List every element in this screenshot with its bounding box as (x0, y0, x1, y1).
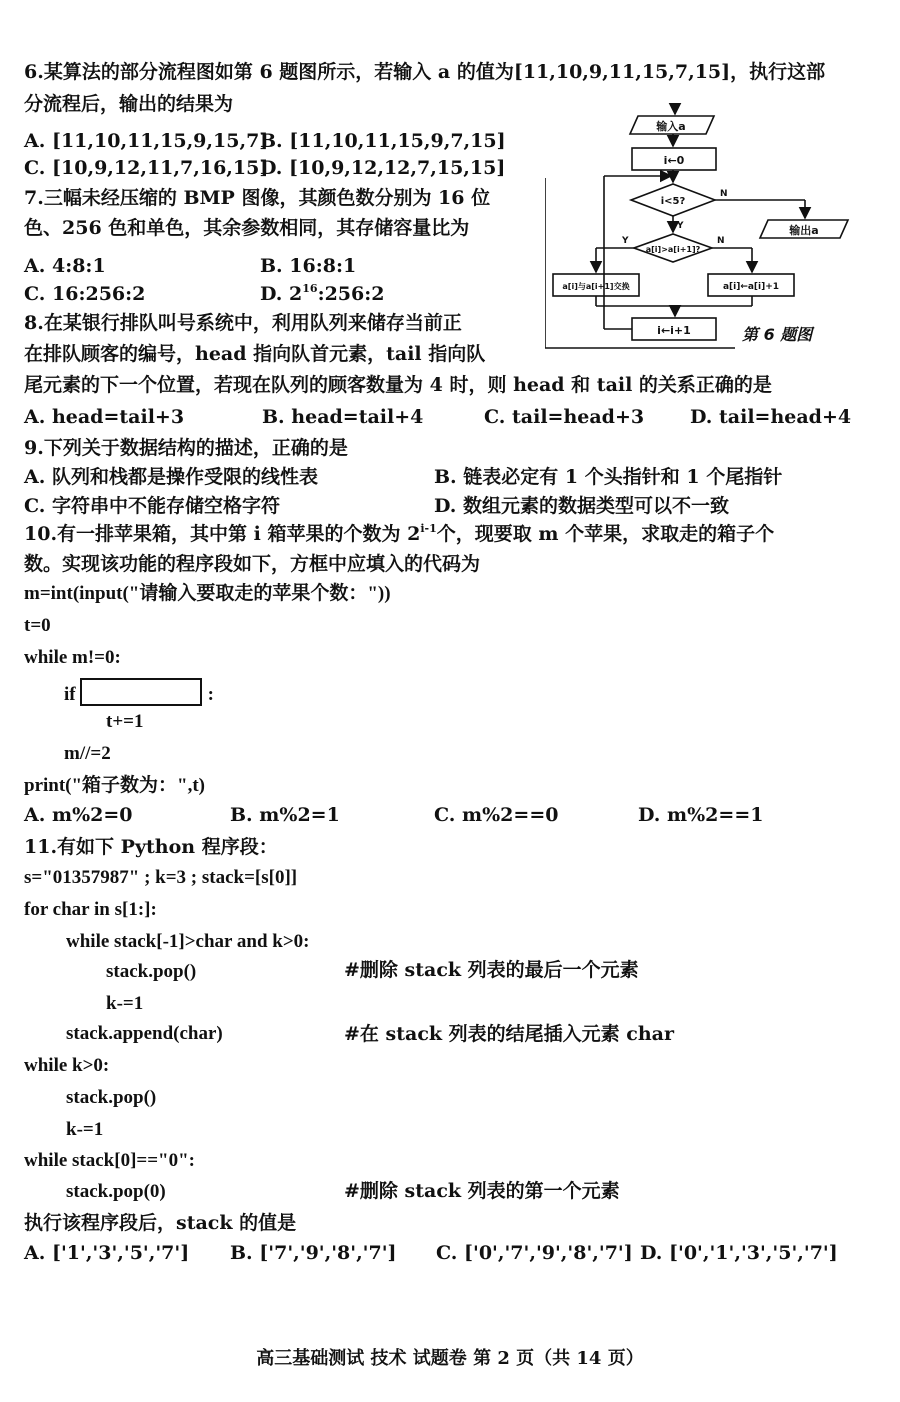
q8-option-a: A. head=tail+3 (24, 406, 185, 428)
q6-option-c: C. [10,9,12,11,7,16,15] (24, 157, 269, 179)
flowchart-compare-no: N (717, 236, 725, 246)
q10-option-c: C. m%2==0 (434, 804, 559, 826)
q11-option-d: D. ['0','1','3','5','7'] (640, 1242, 838, 1264)
flowchart-compare-yes: Y (622, 236, 629, 246)
q9-option-c: C. 字符串中不能存储空格字符 (24, 495, 281, 517)
q11-code-line4: stack.pop() (106, 961, 197, 982)
q11-code-line3: while stack[-1]>char and k>0: (66, 931, 310, 952)
flowchart-figure (545, 100, 875, 350)
q10-code-line4: if : (64, 678, 214, 707)
q9-stem: 9.下列关于数据结构的描述，正确的是 (24, 437, 348, 459)
q10-code-line2: t=0 (24, 615, 51, 636)
q11-code-line5: k-=1 (106, 993, 144, 1014)
q11-code-line8: stack.pop() (66, 1087, 157, 1108)
q10-code-line5: t+=1 (106, 711, 144, 732)
q10-code-line1: m=int(input("请输入要取走的苹果个数：")) (24, 583, 391, 604)
q6-option-b: B. [11,10,11,15,9,7,15] (260, 130, 506, 152)
q11-comment-pop-first: #删除 stack 列表的第一个元素 (344, 1180, 620, 1202)
flowchart-compare-condition: a[i]>a[i+1]? (645, 245, 701, 254)
q6-stem-line1: 6.某算法的部分流程图如第 6 题图所示，若输入 a 的值为[11,10,9,11,15,7,15]，执行这部 (24, 61, 826, 83)
q11-option-c: C. ['0','7','9','8','7'] (436, 1242, 633, 1264)
flowchart-input-label: 输入a (656, 120, 686, 133)
q11-code-line7: while k>0: (24, 1055, 110, 1076)
q10-stem-line2: 数。实现该功能的程序段如下，方框中应填入的代码为 (24, 553, 481, 575)
q11-code-line11: stack.pop(0) (66, 1181, 166, 1202)
answer-blank-box[interactable] (80, 678, 202, 706)
flowchart-increment-i-label: i←i+1 (657, 324, 691, 337)
q11-stem: 11.有如下 Python 程序段： (24, 836, 278, 858)
q7-option-d: D. $2^{16}:256:2$ (260, 282, 385, 305)
q11-option-b: B. ['7','9','8','7'] (230, 1242, 397, 1264)
q6-option-d: D. [10,9,12,12,7,15,15] (260, 157, 506, 179)
q10-option-b: B. m%2=1 (230, 804, 340, 826)
q10-code-line6: m//=2 (64, 743, 111, 764)
flowchart-swap-label: a[i]与a[i+1]交换 (562, 282, 630, 291)
q8-option-c: C. tail=head+3 (484, 406, 645, 428)
q7-option-b: B. 16:8:1 (260, 255, 357, 277)
q9-option-b: B. 链表必定有 1 个头指针和 1 个尾指针 (434, 466, 783, 488)
q6-option-a: A. [11,10,11,15,9,15,7] (24, 130, 269, 152)
q11-code-line2: for char in s[1:]: (24, 899, 157, 920)
q11-code-line6: stack.append(char) (66, 1023, 223, 1044)
q11-question-line: 执行该程序段后，stack 的值是 (24, 1212, 297, 1234)
flowchart-loop-condition: i<5? (660, 196, 686, 207)
q8-stem-line2: 在排队顾客的编号，head 指向队首元素，tail 指向队 (24, 343, 486, 365)
q8-stem-line1: 8.在某银行排队叫号系统中，利用队列来储存当前正 (24, 312, 462, 334)
q8-option-d: D. tail=head+4 (690, 406, 852, 428)
page-footer: 高三基础测试 技术 试题卷 第 2 页（共 14 页） (256, 1348, 644, 1369)
flowchart-output-label: 输出a (789, 224, 819, 237)
flowchart-loop-no: N (720, 189, 728, 199)
q9-option-a: A. 队列和栈都是操作受限的线性表 (24, 466, 318, 488)
q11-comment-append: #在 stack 列表的结尾插入元素 char (344, 1023, 674, 1045)
q7-stem-line1: 7.三幅未经压缩的 BMP 图像，其颜色数分别为 16 位 (24, 187, 491, 209)
flowchart-loop-yes: Y (677, 221, 684, 231)
q6-stem-line2: 分流程后，输出的结果为 (24, 93, 234, 115)
q11-code-line1: s="01357987" ; k=3 ; stack=[s[0]] (24, 867, 298, 888)
q10-code-line7: print("箱子数为：",t) (24, 775, 206, 796)
q10-stem-line1: 10.有一排苹果箱，其中第 i 箱苹果的个数为 2$^{i-1}$个，现要取 m 个苹果，求取走的箱子个 (24, 522, 775, 545)
q8-option-b: B. head=tail+4 (262, 406, 424, 428)
q10-option-a: A. m%2=0 (24, 804, 133, 826)
q11-comment-pop: #删除 stack 列表的最后一个元素 (344, 959, 639, 981)
q7-stem-line2: 色、256 色和单色，其余参数相同，其存储容量比为 (24, 217, 470, 239)
q8-stem-line3: 尾元素的下一个位置，若现在队列的顾客数量为 4 时，则 head 和 tail 的关系正确的是 (24, 374, 772, 396)
flowchart-caption: 第 6 题图 (742, 325, 813, 344)
q9-option-d: D. 数组元素的数据类型可以不一致 (434, 495, 730, 517)
q10-option-d: D. m%2==1 (638, 804, 764, 826)
q10-code-line3: while m!=0: (24, 647, 121, 668)
q11-option-a: A. ['1','3','5','7'] (24, 1242, 190, 1264)
q7-option-c: C. 16:256:2 (24, 283, 146, 305)
q11-code-line10: while stack[0]=="0": (24, 1150, 195, 1171)
flowchart-init-label: i←0 (663, 154, 685, 167)
q7-option-a: A. 4:8:1 (24, 255, 106, 277)
flowchart-increment-elem-label: a[i]←a[i]+1 (722, 282, 780, 292)
q11-code-line9: k-=1 (66, 1119, 104, 1140)
